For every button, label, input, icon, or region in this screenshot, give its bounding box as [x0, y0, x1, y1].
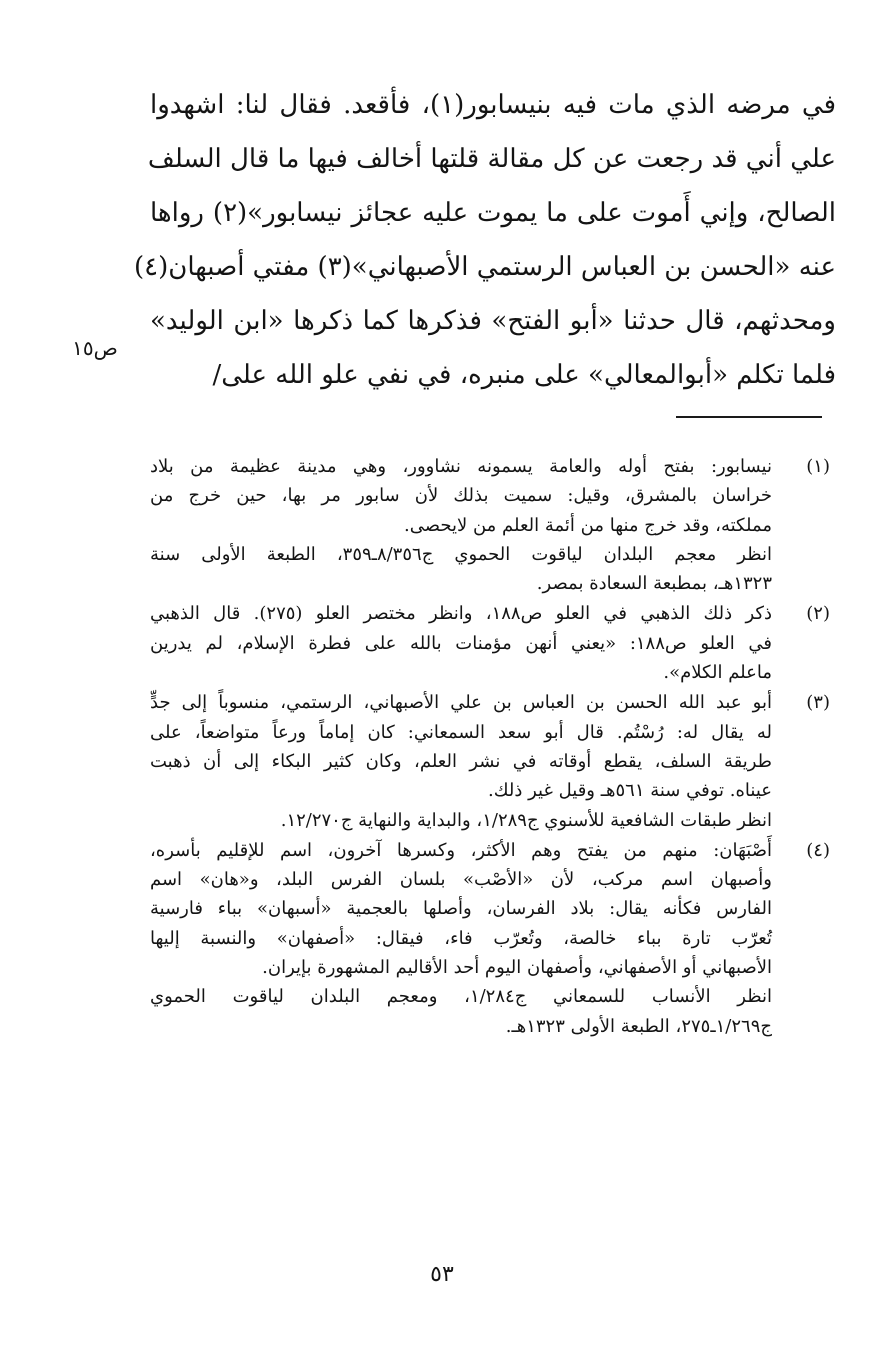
main-text-line: في مرضه الذي مات فيه بنيسابور(١)، فأقعد. فقال لنا: اشهدوا	[150, 90, 837, 120]
footnote-line: أَصْبَهَان: منهم من يفتح وهم الأكثر، وكسرها آخرون، اسم للإقليم بأسره،	[150, 839, 772, 861]
footnote-line: عيناه. توفي سنة ٥٦١هـ وقيل غير ذلك.	[488, 780, 772, 802]
footnote-line: انظر طبقات الشافعية للأسنوي ج١/٢٨٩، والبداية والنهاية ج١٢/٢٧٠.	[280, 809, 772, 831]
main-text-line: علي أني قد رجعت عن كل مقالة قلتها أخالف فيها ما قال السلف	[147, 144, 836, 174]
footnotes-section	[150, 452, 830, 1041]
footnote-2	[150, 599, 830, 687]
footnote-body	[150, 688, 772, 834]
margin-page-reference: ص١٥	[72, 336, 118, 360]
footnote-1	[150, 452, 830, 598]
footnote-line: ماعلم الكلام».	[663, 662, 772, 684]
footnote-line: تُعرّب تارة بباء خالصة، وتُعرّب فاء، فيقال: «أصفهان» والنسبة إليها	[150, 927, 772, 949]
main-text-line: الصالح، وإني أَموت على ما يموت عليه عجائز نيسابور»(٢) رواها	[150, 198, 836, 228]
footnote-line: طريقة السلف، يقطع أوقاته في نشر العلم، وكان كثير البكاء إلى أن ذهبت	[150, 750, 772, 772]
footnote-number: (٤)	[806, 839, 830, 861]
footnote-line: انظر معجم البلدان لياقوت الحموي ج٨/٣٥٦ـ٣٥٩، الطبعة الأولى سنة	[150, 543, 772, 565]
footnote-number: (٢)	[806, 603, 830, 625]
footnote-line: مملكته، وقد خرج منها من أئمة العلم من لايحصى.	[404, 514, 772, 536]
page-number: ٥٣	[430, 1262, 454, 1287]
footnote-4	[150, 836, 830, 1041]
main-text-line: ومحدثهم، قال حدثنا «أبو الفتح» فذكرها كما ذكرها «ابن الوليد»	[150, 306, 836, 336]
footnote-number: (١)	[806, 456, 830, 477]
footnote-separator	[676, 416, 822, 418]
footnote-line: أبو عبد الله الحسن بن العباس بن علي الأصبهاني، الرستمي، منسوباً إلى جدٍّ	[150, 692, 772, 714]
footnote-line: الأصبهاني أو الأصفهاني، وأصفهان اليوم أحد الأقاليم المشهورة بإيران.	[262, 957, 772, 979]
footnote-line: الفارس فكأنه يقال: بلاد الفرسان، وأصلها بالعجمية «أسبهان» بباء فارسية	[150, 898, 772, 920]
main-text-line: عنه «الحسن بن العباس الرستمي الأصبهاني»(٣) مفتي أصبهان(٤)	[134, 252, 836, 282]
footnote-line: نيسابور: بفتح أوله والعامة يسمونه نشاوور، وهي مدينة عظيمة من بلاد	[150, 456, 772, 477]
footnote-line: انظر الأنساب للسمعاني ج١/٢٨٤، ومعجم البلدان لياقوت الحموي	[150, 986, 772, 1008]
footnote-line: خراسان بالمشرق، وقيل: سميت بذلك لأن سابور مر بها، حين خرج من	[150, 485, 772, 507]
footnote-line: له يقال له: رُسْتُم. قال أبو سعد السمعاني: كان إماماً ورعاً متواضعاً، على	[150, 721, 772, 743]
main-text-line: فلما تكلم «أبوالمعالي» على منبره، في نفي علو الله على/	[212, 360, 836, 390]
footnote-line: في العلو ص١٨٨: «يعني أنهن مؤمنات بالله على فطرة الإسلام، لم يدرين	[150, 632, 772, 654]
footnote-number: (٣)	[806, 692, 830, 714]
footnote-line: ج١/٢٦٩ـ٢٧٥، الطبعة الأولى ١٣٢٣هـ.	[505, 1015, 772, 1037]
footnote-3	[150, 688, 830, 834]
footnote-line: ذكر ذلك الذهبي في العلو ص١٨٨، وانظر مختصر العلو (٢٧٥). قال الذهبي	[150, 603, 773, 625]
footnote-line: وأصبهان اسم مركب، لأن «الأصْب» بلسان الفرس البلد، و«هان» اسم	[150, 869, 772, 891]
footnote-line: ١٣٢٣هـ، بمطبعة السعادة بمصر.	[536, 573, 772, 595]
footnote-body	[150, 599, 772, 687]
main-text-block	[134, 78, 837, 402]
footnote-body	[150, 452, 772, 598]
footnote-body	[150, 836, 772, 1041]
